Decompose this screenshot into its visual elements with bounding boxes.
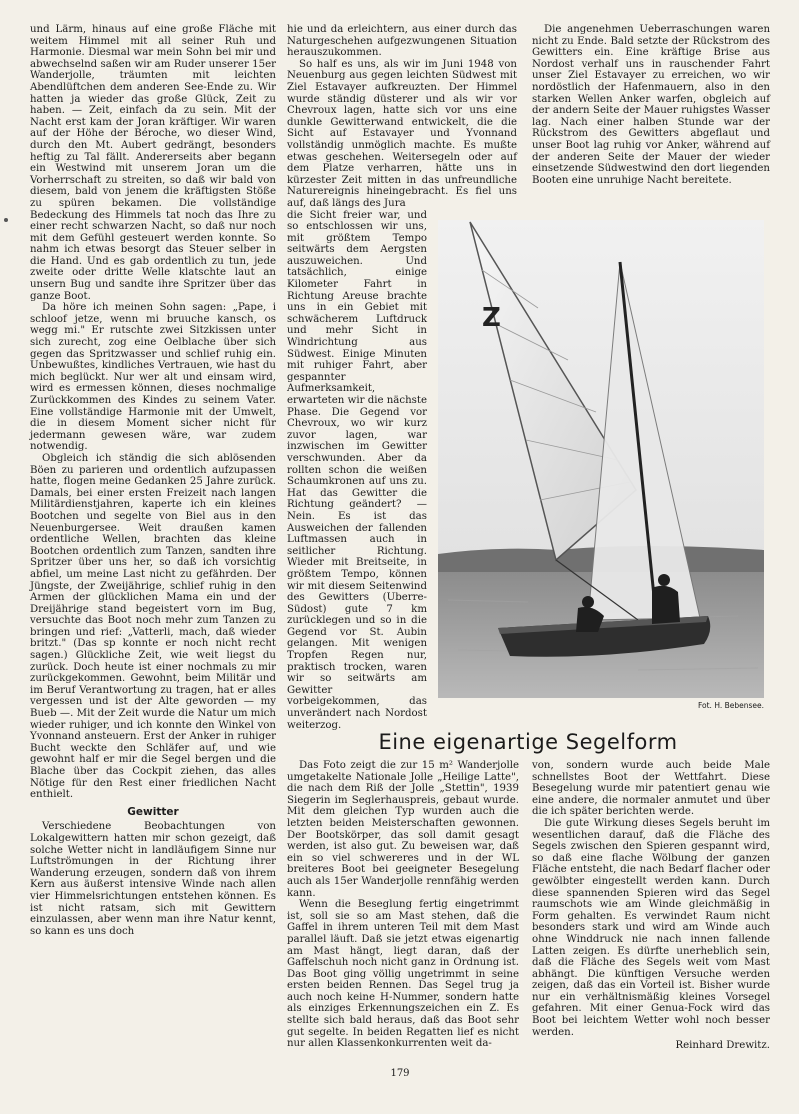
paragraph: Die gute Wirkung dieses Segels beruht im wesentlichen darauf, daß die Fläche des Segels zwischen den Spieren gespannt wird, so daß eine flache Wölbung der ganzen Fläche entsteht, die nach Bedarf flacher oder gewölbter eingestellt werden kann. Durch diese spannenden Spieren wird das Segel raumschots wie am Winde gleichmäßig in Form gehalten. Es verwindet Raum nicht besonders stark und wird am Winde auch ohne Winddruck nie nach innen fallende Latten zeigen. Es dürfte unerheblich sein, daß die Fläche des Segels weit vom Mast abhängt. Die künftigen Versuche werden zeigen, daß das ein Vorteil ist. Bisher wurde nur ein verhältnismäßig kleines Vorsegel gefahren. Mit einer Genua-Fock wird das Boot bei leichtem Wetter wohl noch besser werden. [532,817,770,1038]
sailboat-photo [438,220,764,698]
paragraph: die Sicht freier war, und so entschlossen wir uns, mit größtem Tempo seitwärts dem Aergsten auszuweichen. Und tatsächlich, einige Kilometer Fahrt in Richtung Areuse brachte uns in ein Gebiet mit schwächerem Luftdruck und mehr Sicht in Windrichtung aus Südwest. Einige Minuten mit ruhiger Fahrt, aber gespannter Aufmerksamkeit, erwarteten wir die nächste Phase. Die Gegend vor Chevroux, wo wir kurz zuvor lagen, war inzwischen im Gewitter verschwunden. Aber da rollten schon die weißen Schaumkronen auf uns zu. Hat das Gewitter die Richtung geändert? — Nein. Es ist das Ausweichen der fallenden Luftmassen auch in seitlicher Richtung. Wieder mit Breitseite, in größtem Tempo, können wir mit diesem Seitenwind des Gewitters (Uberre-Südost) gute 7 km zurücklegen und so in die Gegend vor St. Aubin gelangen. Mit wenigen Tropfen Regen nur, praktisch trocken, waren wir so seitwärts am Gewitter vorbeigekommen, das unverändert nach Nordost weiterzog. [287,209,427,731]
paragraph: hie und da erleichtern, aus einer durch das Naturgeschehen aufgezwungenen Situation herauszukommen. [287,24,517,59]
paragraph: und Lärm, hinaus auf eine große Fläche mit weitem Himmel mit all seiner Ruh und Harmonie. Diesmal war mein Sohn bei mir und abwechselnd saßen wir am Ruder unserer 15er Wanderjolle, träumten mit leichten Abendlüftchen dem anderen See-Ende zu. Wir hatten ja wieder das große Glück, Zeit zu haben. — Zeit, einfach da zu sein. Mit der Nacht erst kam der Joran kräftiger. Wir waren auf der Höhe der Béroche, wo dieser Wind, durch den Mt. Aubert gedrängt, besonders heftig zu Tal fällt. Andererseits aber begann ein Westwind mit unserem Joran um die Vorherrschaft zu streiten, so daß wir bald von diesem, bald von jenem die kräftigsten Stöße zu spüren bekamen. Die vollständige Bedeckung des Himmels tat noch das Ihre zu einer recht schwarzen Nacht, so daß nur noch mit dem Gefühl gesteuert werden konnte. So nahm ich etwas besorgt das Steuer selber in die Hand. Und es gab ordentlich zu tun, jede zweite oder dritte Welle klatschte laut an unsern Bug und sandte ihre Spritzer über das ganze Boot. [30,24,276,302]
column-2-wrap [287,210,427,732]
column-3 [532,24,770,186]
paragraph: Verschiedene Beobachtungen von Lokalgewittern hatten mir schon gezeigt, daß solche Wetter nicht in landläufigem Sinne nur Luftströmungen in der Richtung ihrer Wanderung erzeugen, sondern daß von ihrem Kern aus äußerst intensive Winde nach allen vier Himmelsrichtungen entstehen können. Es ist nicht ratsam, sich mit Gewittern einzulassen, aber wenn man ihre Natur kennt, so kann es uns doch [30,821,276,937]
paragraph: Wenn die Beseglung fertig eingetrimmt ist, soll sie so am Mast stehen, daß die Gaffel in ihrem unteren Teil mit dem Mast parallel läuft. Daß sie jetzt etwas eigenartig am Mast hängt, liegt daran, daß der Gaffelschuh noch nicht ganz in Ordnung ist. Das Boot ging völlig ungetrimmt in seine ersten beiden Rennen. Das Segel trug ja auch noch keine H-Nummer, sondern hatte als einziges Erkennungszeichen ein Z. Es stellte sich bald heraus, daß das Boot sehr gut segelte. In beiden Regatten lief es nicht nur allen Klassenkonkurrenten weit da- [287,899,519,1050]
page-number: 179 [390,1068,410,1079]
article-headline: Eine eigenartige Segelform [378,730,678,754]
paragraph: Die angenehmen Ueberraschungen waren nicht zu Ende. Bald setzte der Rückstrom des Gewitters ein. Eine kräftige Brise aus Nordost verhalf uns in rauschender Fahrt unser Ziel Estavayer zu erreichen, wo wir nordöstlich der Hafenmauern, also in den starken Wellen Anker warfen, obgleich auf der andern Seite der Mauer ruhigstes Wasser lag. Nach einer halben Stunde war der Rückstrom des Gewitters abgeflaut und unser Boot lag ruhig vor Anker, während auf der anderen Seite der Mauer der wieder einsetzende Südwestwind den dort liegenden Booten eine unruhige Nacht bereitete. [532,24,770,186]
photo-caption: Fot. H. Bebensee. [697,701,764,710]
paragraph: Da höre ich meinen Sohn sagen: „Pape, i schloof jetze, wenn mi bruuche kansch, os wegg mi." Er rutschte zwei Sitzkissen unter sich zurecht, zog eine Oelblache über sich gegen das Spritzwasser und schlief ruhig ein. Unbewußtes, kindliches Vertrauen, wie hast du mich beglückt. Nur wer alt und einsam wird, wird es ermessen können, dieses nochmalige Zurückkommen des Kindes zu seinem Vater. Eine vollständige Harmonie mit der Umwelt, die in diesem Moment sicher nicht für jedermann gewesen wäre, war zudem notwendig. [30,302,276,453]
paragraph: Das Foto zeigt die zur 15 m² Wanderjolle umgetakelte Nationale Jolle „Heilige Latte", die nach dem Riß der Jolle „Stettin", 1939 Siegerin im Seglerhauspreis, gebaut wurde. Mit dem gleichen Typ wurden auch die letzten beiden Meisterschaften gewonnen. Der Bootskörper, das soll damit gesagt werden, ist also gut. Zu beweisen war, daß ein so viel schwereres und in der WL breiteres Boot bei geeigneter Besegelung auch als 15er Wanderjolle rennfähig werden kann. [287,760,519,899]
paragraph: von, sondern wurde auch beide Male schnellstes Boot der Wettfahrt. Diese Besegelung wurde mir patentiert genau wie eine andere, die normaler anmutet und über die ich später berichten werde. [532,760,770,818]
sail-number-label: Z [482,303,501,333]
margin-mark [4,218,8,222]
article-column-left [287,760,519,1050]
paragraph: So half es uns, als wir im Juni 1948 von Neuenburg aus gegen leichten Südwest mit Ziel Estavayer aufkreuzten. Der Himmel wurde ständig düsterer und als wir vor Chevroux lagen, hatte sich vor uns eine dunkle Gewitterwand entwickelt, die die Sicht auf Estavayer und Yvonnand vollständig unmöglich machte. Es mußte etwas geschehen. Weitersegeln oder auf dem Platze verharren, hätte uns in kürzester Zeit mitten in das unfreundliche Naturereignis hineingebracht. Es fiel uns auf, daß längs des Jura [287,58,517,209]
column-1 [30,24,276,937]
article-column-right [532,760,770,1052]
section-heading: Gewitter [127,805,179,818]
author-signature: Reinhard Drewitz. [675,1040,770,1052]
paragraph: Obgleich ich ständig die sich ablösenden Böen zu parieren und ordentlich aufzupassen hatte, flogen meine Gedanken 25 Jahre zurück. Damals, bei einer ersten Freizeit nach langen Militärdienstjahren, kaperte ich ein kleines Bootchen und segelte von Biel aus in den Neuenburgersee. Weit draußen kamen ordentliche Wellen, brachten das kleine Bootchen ordentlich zum Tanzen, sandten ihre Spritzer über uns her, so daß ich vorsichtig abfiel, um meine Last nicht zu gefährden. Der Jüngste, der Zweijährige, schlief ruhig in den Armen der glücklichen Mama ein und der Dreijährige stand begeistert vorn im Bug, versuchte das Boot noch mehr zum Tanzen zu bringen und rief: „Vatterli, mach, daß wieder britzt." (Das sp konnte er noch nicht recht sagen.) Glückliche Zeit, wie weit liegst du zurück. Doch heute ist einer nochmals zu mir zurückgekommen. Gewohnt, beim Militär und im Beruf Verantwortung zu tragen, hat er alles vergessen und ist der Alte geworden — my Bueb —. Mit der Zeit wurde die Natur um mich wieder ruhiger, und ich konnte den Winkel von Yvonnand ansteuern. Erst der Anker in ruhiger Bucht weckte den Schläfer auf, und wie gewohnt half er mir die Segel bergen und die Blache über das Cockpit ziehen, das alles Nötige für den Rest einer friedlichen Nacht enthielt. [30,452,276,801]
sailboat-illustration [438,220,764,698]
